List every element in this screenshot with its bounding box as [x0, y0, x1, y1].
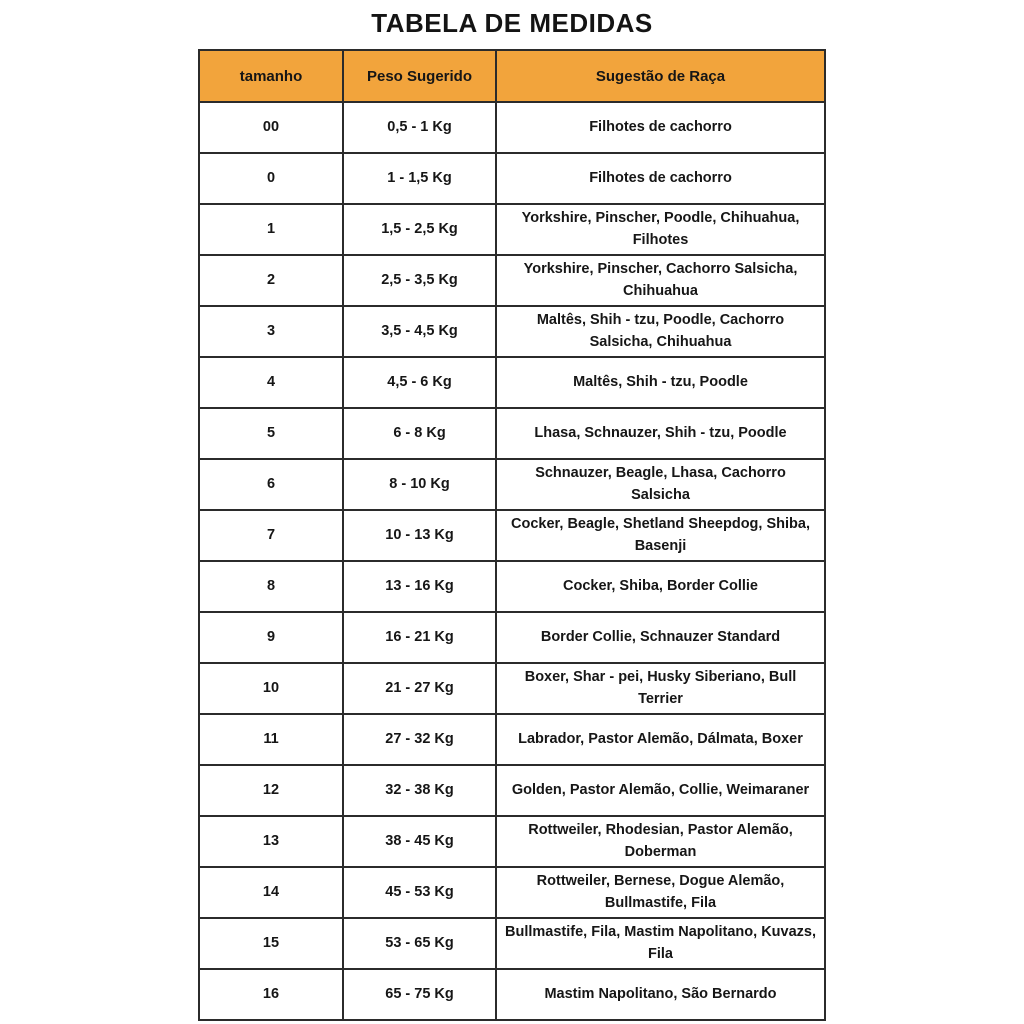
- size-cell: 10: [199, 663, 343, 714]
- breed-cell: Yorkshire, Pinscher, Poodle, Chihuahua, Filhotes: [496, 204, 825, 255]
- breed-cell: Lhasa, Schnauzer, Shih - tzu, Poodle: [496, 408, 825, 459]
- size-cell: 4: [199, 357, 343, 408]
- table-row: [199, 204, 825, 255]
- breed-cell: Bullmastife, Fila, Mastim Napolitano, Kuvazs, Fila: [496, 918, 825, 969]
- size-table: [198, 49, 826, 1021]
- weight-cell: 45 - 53 Kg: [343, 867, 496, 918]
- page-title: TABELA DE MEDIDAS: [371, 8, 653, 38]
- breed-cell: Cocker, Beagle, Shetland Sheepdog, Shiba, Basenji: [496, 510, 825, 561]
- table-row: [199, 357, 825, 408]
- size-cell: 7: [199, 510, 343, 561]
- breed-cell: Filhotes de cachorro: [496, 153, 825, 204]
- table-row: [199, 459, 825, 510]
- weight-cell: 16 - 21 Kg: [343, 612, 496, 663]
- weight-cell: 65 - 75 Kg: [343, 969, 496, 1020]
- size-cell: 1: [199, 204, 343, 255]
- size-cell: 2: [199, 255, 343, 306]
- column-header-tamanho: tamanho: [199, 50, 343, 102]
- size-cell: 6: [199, 459, 343, 510]
- weight-cell: 32 - 38 Kg: [343, 765, 496, 816]
- table-row: [199, 612, 825, 663]
- breed-cell: Maltês, Shih - tzu, Poodle: [496, 357, 825, 408]
- size-cell: 8: [199, 561, 343, 612]
- column-header-sugestao-de-raca: Sugestão de Raça: [496, 50, 825, 102]
- weight-cell: 3,5 - 4,5 Kg: [343, 306, 496, 357]
- size-cell: 16: [199, 969, 343, 1020]
- weight-cell: 6 - 8 Kg: [343, 408, 496, 459]
- breed-cell: Yorkshire, Pinscher, Cachorro Salsicha, Chihuahua: [496, 255, 825, 306]
- weight-cell: 27 - 32 Kg: [343, 714, 496, 765]
- weight-cell: 8 - 10 Kg: [343, 459, 496, 510]
- size-cell: 12: [199, 765, 343, 816]
- breed-cell: Filhotes de cachorro: [496, 102, 825, 153]
- weight-cell: 21 - 27 Kg: [343, 663, 496, 714]
- column-header-peso-sugerido: Peso Sugerido: [343, 50, 496, 102]
- weight-cell: 1 - 1,5 Kg: [343, 153, 496, 204]
- table-row: [199, 663, 825, 714]
- breed-cell: Rottweiler, Bernese, Dogue Alemão, Bullmastife, Fila: [496, 867, 825, 918]
- size-cell: 9: [199, 612, 343, 663]
- table-row: [199, 969, 825, 1020]
- breed-cell: Cocker, Shiba, Border Collie: [496, 561, 825, 612]
- weight-cell: 4,5 - 6 Kg: [343, 357, 496, 408]
- breed-cell: Maltês, Shih - tzu, Poodle, Cachorro Salsicha, Chihuahua: [496, 306, 825, 357]
- table-row: [199, 918, 825, 969]
- weight-cell: 1,5 - 2,5 Kg: [343, 204, 496, 255]
- table-row: [199, 153, 825, 204]
- size-cell: 13: [199, 816, 343, 867]
- size-cell: 00: [199, 102, 343, 153]
- breed-cell: Border Collie, Schnauzer Standard: [496, 612, 825, 663]
- table-body: [199, 102, 825, 1020]
- weight-cell: 38 - 45 Kg: [343, 816, 496, 867]
- size-cell: 11: [199, 714, 343, 765]
- breed-cell: Schnauzer, Beagle, Lhasa, Cachorro Salsicha: [496, 459, 825, 510]
- table-row: [199, 867, 825, 918]
- table-row: [199, 255, 825, 306]
- table-row: [199, 561, 825, 612]
- table-header-row: [199, 50, 825, 102]
- breed-cell: Boxer, Shar - pei, Husky Siberiano, Bull Terrier: [496, 663, 825, 714]
- size-cell: 15: [199, 918, 343, 969]
- breed-cell: Mastim Napolitano, São Bernardo: [496, 969, 825, 1020]
- weight-cell: 13 - 16 Kg: [343, 561, 496, 612]
- weight-cell: 0,5 - 1 Kg: [343, 102, 496, 153]
- weight-cell: 2,5 - 3,5 Kg: [343, 255, 496, 306]
- table-row: [199, 510, 825, 561]
- table-row: [199, 306, 825, 357]
- table-row: [199, 816, 825, 867]
- size-cell: 0: [199, 153, 343, 204]
- size-cell: 14: [199, 867, 343, 918]
- breed-cell: Rottweiler, Rhodesian, Pastor Alemão, Doberman: [496, 816, 825, 867]
- weight-cell: 10 - 13 Kg: [343, 510, 496, 561]
- table-row: [199, 765, 825, 816]
- table-row: [199, 102, 825, 153]
- breed-cell: Golden, Pastor Alemão, Collie, Weimaraner: [496, 765, 825, 816]
- size-cell: 3: [199, 306, 343, 357]
- table-row: [199, 408, 825, 459]
- weight-cell: 53 - 65 Kg: [343, 918, 496, 969]
- table-row: [199, 714, 825, 765]
- size-cell: 5: [199, 408, 343, 459]
- breed-cell: Labrador, Pastor Alemão, Dálmata, Boxer: [496, 714, 825, 765]
